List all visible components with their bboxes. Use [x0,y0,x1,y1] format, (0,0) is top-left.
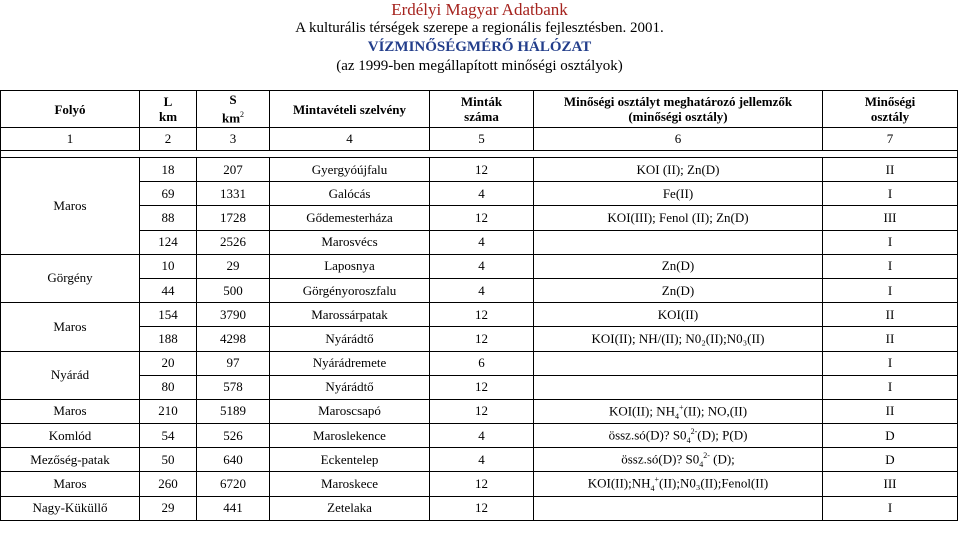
table-row [1,182,958,206]
section-cell: Marossárpatak [270,303,430,327]
samples-cell: 12 [430,327,534,351]
col-length: L km [140,91,197,128]
table-row [1,351,958,375]
section-cell: Nyárádtő [270,375,430,399]
parameters-cell: Zn(D) [534,278,823,302]
section-cell: Maroscsapó [270,399,430,423]
col-parameters: Minőségi osztályt meghatározó jellemzők (minőségi osztály) [534,91,823,128]
parameters-cell: össz.só(D)? $S0_4^{2-}$ (D); [534,448,823,472]
river-cell: Maros [1,472,140,496]
col-number: 2 [140,128,197,151]
table-row [1,327,958,351]
class-cell: D [823,448,958,472]
section-cell: Nyárádremete [270,351,430,375]
section-cell: Gődemesterháza [270,206,430,230]
table-row [1,424,958,448]
section-cell: Laposnya [270,254,430,278]
table-row [1,375,958,399]
area-cell: 3790 [197,303,270,327]
river-cell: Maros [1,303,140,351]
table-row [1,303,958,327]
length-cell: 10 [140,254,197,278]
parameters-cell: össz.só(D)? $S0_4^{2-}(D)$; P(D) [534,424,823,448]
class-cell: I [823,496,958,520]
river-cell: Komlód [1,424,140,448]
class-cell: II [823,327,958,351]
length-cell: 80 [140,375,197,399]
site-title: Erdélyi Magyar Adatbank [391,0,568,19]
section-cell: Zetelaka [270,496,430,520]
parameters-cell: $KOI(II);NH_4^+(II);N0_3(II);Fenol(II)$ [534,472,823,496]
length-cell: 88 [140,206,197,230]
table-row [1,206,958,230]
river-cell: Maros [1,158,140,255]
section-cell: Galócás [270,182,430,206]
document-subtitle: A kulturális térségek szerepe a regionális fejlesztésben. 2001. [295,20,664,36]
samples-cell: 4 [430,424,534,448]
samples-cell: 12 [430,472,534,496]
samples-cell: 6 [430,351,534,375]
col-number: 3 [197,128,270,151]
col-samples: Minták száma [430,91,534,128]
table-row [1,448,958,472]
length-cell: 18 [140,158,197,182]
col-number: 4 [270,128,430,151]
col-river: Folyó [1,91,140,128]
length-cell: 188 [140,327,197,351]
parameters-cell: KOI(III); Fenol (II); Zn(D) [534,206,823,230]
parameters-cell: KOI(II) [534,303,823,327]
area-cell: 29 [197,254,270,278]
length-cell: 210 [140,399,197,423]
section-cell: Maroskece [270,472,430,496]
table-row [1,399,958,423]
length-cell: 50 [140,448,197,472]
samples-cell: 12 [430,206,534,230]
table-row [1,230,958,254]
page-title: VÍZMINŐSÉGMÉRŐ HÁLÓZAT [367,39,592,55]
table-row [1,158,958,182]
length-cell: 54 [140,424,197,448]
class-cell: I [823,182,958,206]
parameters-cell [534,375,823,399]
page-subtitle: (az 1999-ben megállapított minőségi osztályok) [336,58,623,74]
class-cell: II [823,399,958,423]
section-cell: Görgényoroszfalu [270,278,430,302]
parameters-cell [534,496,823,520]
parameters-cell: KOI (II); Zn(D) [534,158,823,182]
spacer-cell [1,151,958,158]
length-cell: 69 [140,182,197,206]
section-cell: Eckentelep [270,448,430,472]
samples-cell: 12 [430,496,534,520]
area-cell: 4298 [197,327,270,351]
spacer-row [1,151,958,158]
col-area: S $km^2$ [197,91,270,128]
area-cell: 97 [197,351,270,375]
class-cell: I [823,230,958,254]
class-cell: I [823,351,958,375]
col-number: 6 [534,128,823,151]
section-cell: Gyergyóújfalu [270,158,430,182]
length-cell: 29 [140,496,197,520]
parameters-cell [534,351,823,375]
area-cell: 441 [197,496,270,520]
samples-cell: 12 [430,303,534,327]
table-row [1,496,958,520]
class-cell: II [823,158,958,182]
class-cell: D [823,424,958,448]
water-quality-table [0,90,958,521]
area-cell: 207 [197,158,270,182]
area-cell: 2526 [197,230,270,254]
area-cell: 640 [197,448,270,472]
river-cell: Görgény [1,254,140,302]
area-cell: 5189 [197,399,270,423]
area-cell: 578 [197,375,270,399]
col-section: Mintavételi szelvény [270,91,430,128]
length-cell: 260 [140,472,197,496]
section-cell: Maroslekence [270,424,430,448]
river-cell: Mezőség-patak [1,448,140,472]
samples-cell: 4 [430,254,534,278]
parameters-cell: Fe(II) [534,182,823,206]
class-cell: III [823,206,958,230]
section-cell: Marosvécs [270,230,430,254]
document-header [0,0,959,76]
section-cell: Nyárádtő [270,327,430,351]
samples-cell: 12 [430,399,534,423]
col-number: 7 [823,128,958,151]
river-cell: Nagy-Küküllő [1,496,140,520]
area-cell: 6720 [197,472,270,496]
samples-cell: 4 [430,448,534,472]
table-row [1,278,958,302]
class-cell: II [823,303,958,327]
column-number-row [1,128,958,151]
length-cell: 124 [140,230,197,254]
parameters-cell [534,230,823,254]
table-row [1,472,958,496]
class-cell: I [823,278,958,302]
area-cell: 526 [197,424,270,448]
samples-cell: 4 [430,230,534,254]
area-cell: 1728 [197,206,270,230]
samples-cell: 12 [430,158,534,182]
samples-cell: 4 [430,182,534,206]
col-number: 1 [1,128,140,151]
col-quality-class: Minőségi osztály [823,91,958,128]
length-cell: 154 [140,303,197,327]
parameters-cell: Zn(D) [534,254,823,278]
class-cell: I [823,254,958,278]
parameters-cell: KOI(II); $NH_4^+(II)$; NO,(II) [534,399,823,423]
col-number: 5 [430,128,534,151]
table-header-row [1,91,958,128]
samples-cell: 12 [430,375,534,399]
length-cell: 44 [140,278,197,302]
table-row [1,254,958,278]
river-cell: Maros [1,399,140,423]
length-cell: 20 [140,351,197,375]
area-cell: 1331 [197,182,270,206]
river-cell: Nyárád [1,351,140,399]
area-cell: 500 [197,278,270,302]
parameters-cell: KOI(II); NH/(II); N0₂(II);N0₃(II) [534,327,823,351]
class-cell: I [823,375,958,399]
samples-cell: 4 [430,278,534,302]
class-cell: III [823,472,958,496]
